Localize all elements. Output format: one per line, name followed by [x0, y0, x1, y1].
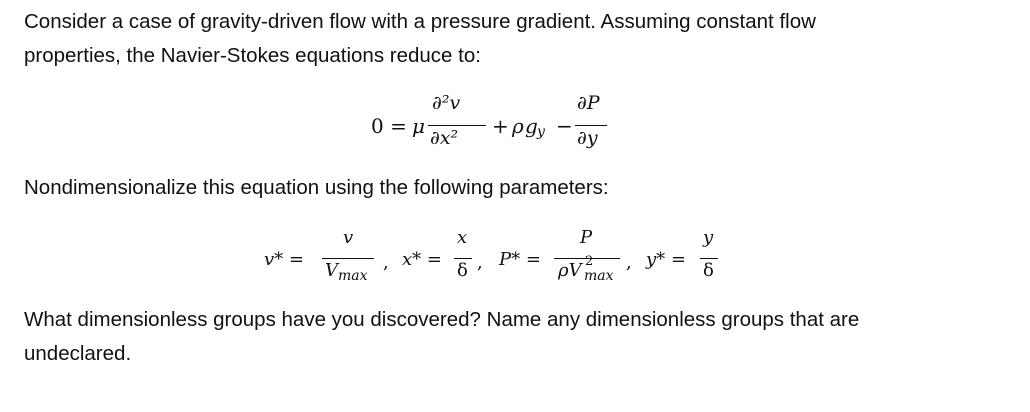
v-star-denominator-subscript: max [338, 268, 368, 284]
prompt-line-1: What dimensionless groups have you discovered? Name any dimensionless groups that are [24, 308, 860, 331]
eq1-plus: + [492, 114, 509, 138]
x-star-lhs: x* = [402, 249, 442, 270]
eq1-term1-numerator: ∂²v [432, 92, 461, 114]
intro-line-1: Consider a case of gravity-driven flow with a pressure gradient. Assuming constant flow [24, 10, 816, 33]
eq1-g: g [525, 114, 538, 138]
eq1-term3-numerator: ∂P [577, 92, 600, 114]
eq1-term3-denominator: ∂y [577, 127, 598, 149]
y-star-denominator: δ [703, 260, 714, 281]
v-star-denominator: V [325, 260, 338, 281]
instruction-text: Nondimensionalize this equation using the following parameters: [24, 176, 609, 199]
eq1-term1-denominator: ∂x² [430, 127, 459, 149]
prompt-paragraph [24, 303, 1014, 371]
intro-line-2: properties, the Navier-Stokes equations reduce to: [24, 44, 481, 67]
v-star-numerator: v [343, 227, 354, 248]
p-star-denominator: ρV [558, 260, 582, 281]
instruction-paragraph [24, 171, 1014, 205]
y-star-numerator: y [703, 227, 714, 248]
eq1-rho: ρ [512, 114, 524, 138]
p-star-denominator-superscript: 2 [585, 254, 594, 269]
comma-1: , [383, 252, 389, 273]
eq1-minus: − [556, 114, 573, 138]
x-star-denominator: δ [457, 260, 468, 281]
p-star-denominator-subscript: max [584, 268, 614, 284]
intro-paragraph [24, 5, 1014, 73]
p-star-lhs: P* = [499, 249, 541, 270]
comma-2: , [477, 252, 483, 273]
eq1-lhs: 0 = [371, 114, 407, 138]
eq1-g-subscript: y [537, 124, 545, 140]
comma-3: , [626, 252, 632, 273]
p-star-numerator: P [580, 227, 593, 248]
v-star-lhs: v* = [264, 249, 304, 270]
x-star-numerator: x [457, 227, 468, 248]
y-star-lhs: y* = [646, 249, 686, 270]
eq1-mu: μ [412, 114, 425, 138]
prompt-line-2: undeclared. [24, 342, 132, 365]
